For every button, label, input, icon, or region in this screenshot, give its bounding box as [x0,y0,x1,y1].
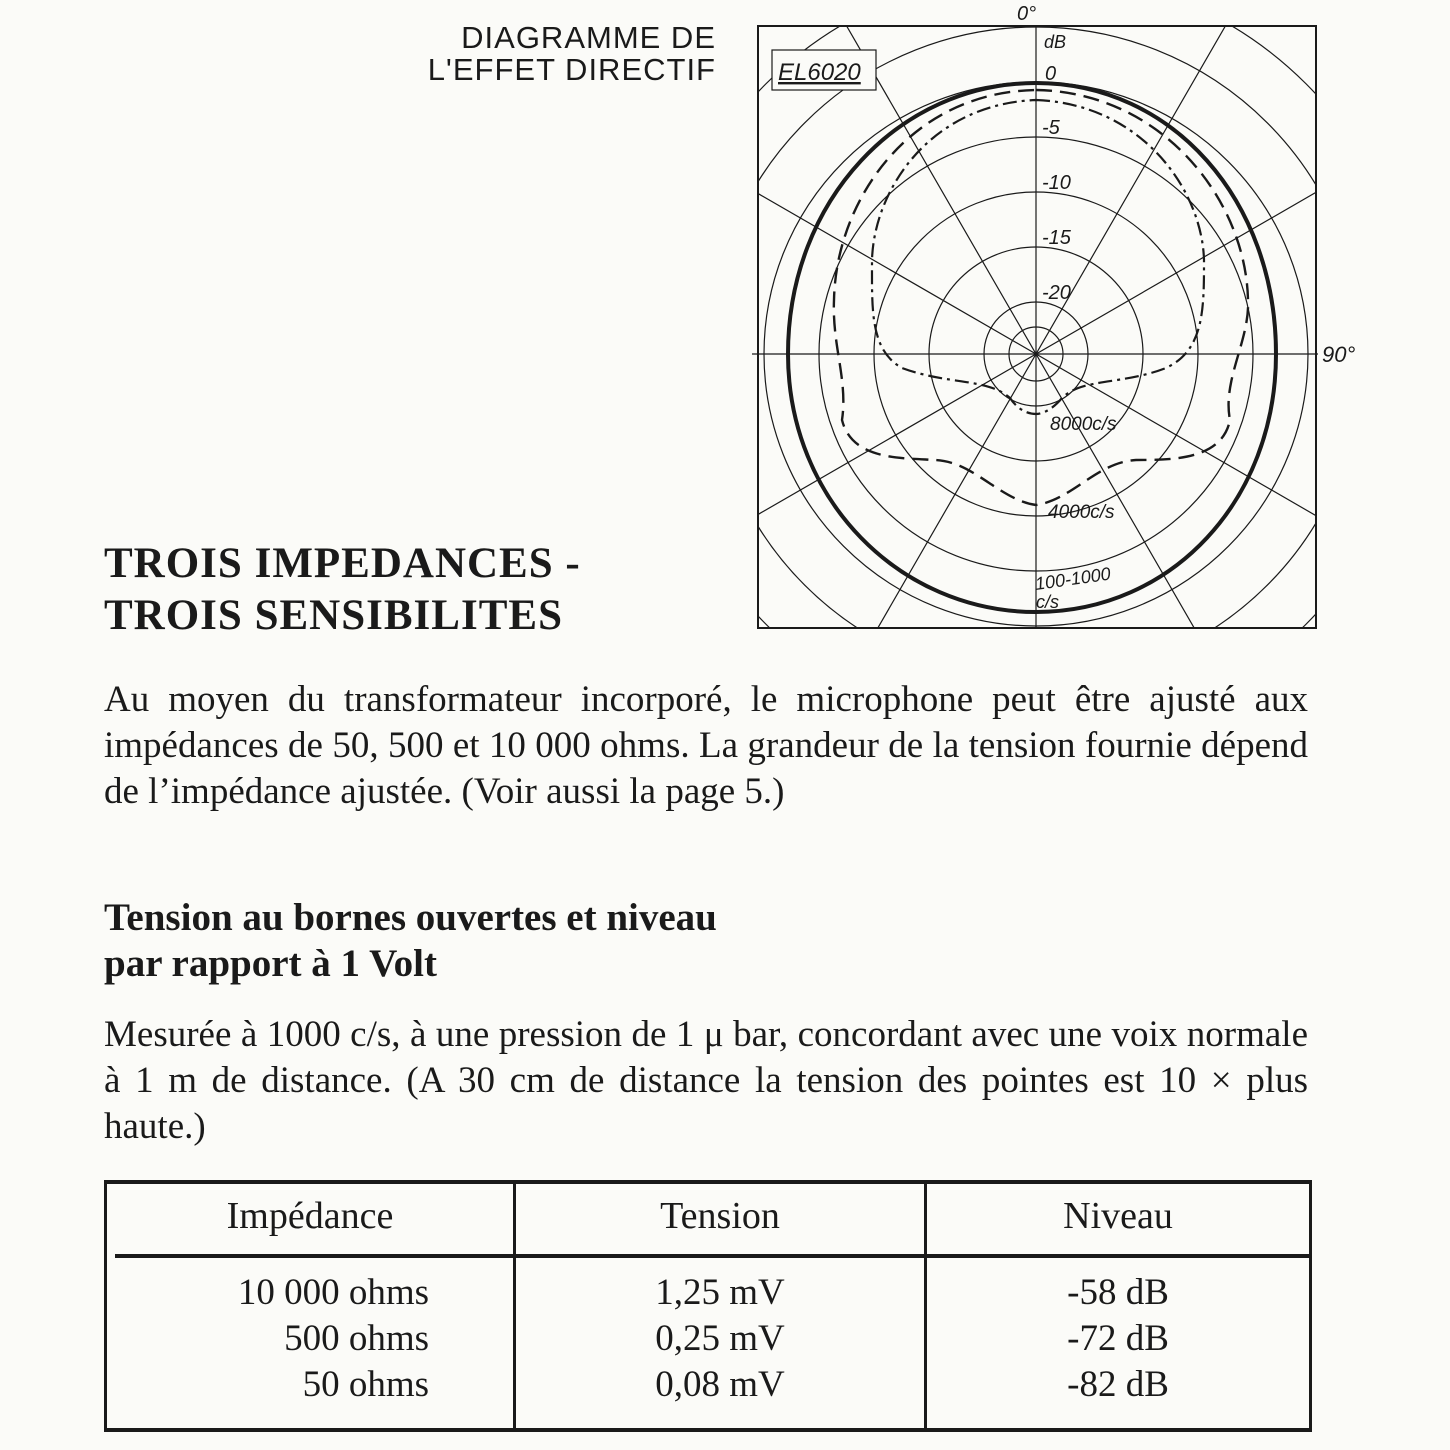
radial-tick-10: -10 [1042,172,1071,194]
header-tension: Tension [660,1195,780,1237]
polar-grid [752,0,1372,640]
cell-niveau-1: -58 dB [1067,1272,1169,1313]
curve-label-100-1000: 100-1000 [1033,563,1112,594]
angle-label-0: 0° [1017,3,1037,25]
section-heading-line1: TROIS IMPEDANCES - [104,540,581,587]
model-label: EL6020 [778,59,861,86]
radial-tick-0: 0 [1045,63,1057,85]
cell-niveau-2: -72 dB [1067,1318,1169,1359]
section-heading-line2: TROIS SENSIBILITES [104,592,563,639]
cell-impedance-1: 10 000 ohms [237,1272,429,1313]
radial-tick-5: -5 [1042,117,1060,139]
tension-heading-line1: Tension au bornes ouvertes et niveau [104,896,717,939]
radial-tick-15: -15 [1042,227,1071,249]
radial-tick-20: -20 [1042,282,1071,304]
curve-label-4000: 4000c/s [1048,502,1115,523]
cell-impedance-2: 500 ohms [284,1318,429,1359]
sensitivity-table [104,1180,1312,1432]
cell-niveau-3: -82 dB [1067,1364,1169,1405]
curve-label-cs: c/s [1036,592,1060,612]
header-impedance: Impédance [226,1195,394,1237]
polar-directivity-chart [752,0,1372,640]
cell-impedance-3: 50 ohms [302,1364,429,1405]
header-niveau: Niveau [1063,1195,1173,1237]
section-heading [104,538,581,642]
cell-tension-3: 0,08 mV [655,1364,785,1405]
diagram-title [418,22,716,86]
radial-unit-label: dB [1044,32,1067,52]
curve-4000cs [834,90,1248,505]
grid-ring [752,0,1372,640]
curve-8000cs [872,100,1204,414]
curve-label-8000: 8000c/s [1050,414,1117,435]
header-rule [115,1254,1309,1258]
impedance-paragraph: Au moyen du transformateur incorporé, le microphone peut être ajusté aux impédances de 50, 500 et 10 000 ohms. La grandeur de la tension fournie dépend de l’impédance ajustée. (Voir aussi la page 5.) [104,679,1308,812]
angle-label-90: 90° [1322,342,1356,367]
measurement-paragraph: Mesurée à 1000 c/s, à une pression de 1 μ bar, concordant avec une voix normale à 1 m de distance. (A 30 cm de distance la tension des pointes est 10 × plus haute.) [104,1014,1308,1147]
diagram-title-line1: DIAGRAMME DE [461,20,716,55]
grid-spokes [752,0,1372,640]
tension-heading [104,895,717,987]
diagram-title-line2: L'EFFET DIRECTIF [427,52,716,87]
cell-tension-1: 1,25 mV [655,1272,785,1313]
cell-tension-2: 0,25 mV [655,1318,785,1359]
tension-heading-line2: par rapport à 1 Volt [104,942,437,985]
